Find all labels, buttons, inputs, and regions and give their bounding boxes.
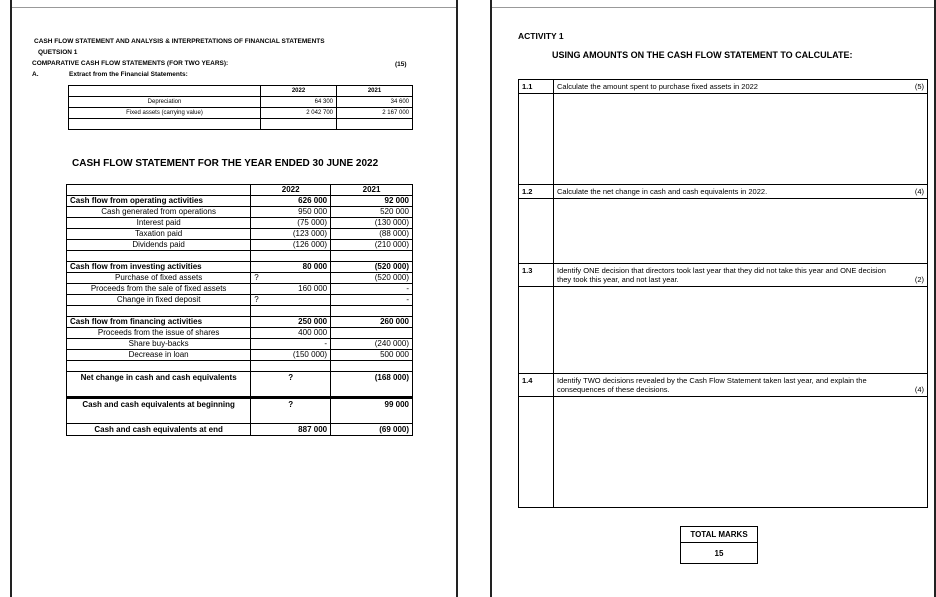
extract-table bbox=[68, 85, 413, 130]
cf-label-cell: Change in fixed deposit bbox=[67, 295, 251, 306]
question-text: Identify ONE decision that directors took last year that they did not take this year and ONE decision they took this year, and not last year. bbox=[554, 264, 898, 287]
extract-label-cell bbox=[69, 119, 261, 130]
cf-value-cell: (69 000) bbox=[331, 424, 413, 436]
cf-value-cell: (130 000) bbox=[331, 218, 413, 229]
cf-row bbox=[67, 328, 413, 339]
cf-value-cell: 160 000 bbox=[251, 284, 331, 295]
cf-row bbox=[67, 350, 413, 361]
section-letter: A. bbox=[32, 71, 39, 78]
activity-subtitle: USING AMOUNTS ON THE CASH FLOW STATEMENT TO CALCULATE: bbox=[552, 50, 853, 60]
cf-row bbox=[67, 207, 413, 218]
cf-row bbox=[67, 306, 413, 317]
cf-value-cell: (168 000) bbox=[331, 372, 413, 398]
extract-value-cell: 64 300 bbox=[261, 97, 337, 108]
cf-row bbox=[67, 284, 413, 295]
cf-row bbox=[67, 295, 413, 306]
answer-space[interactable] bbox=[554, 397, 928, 508]
cf-label-cell: Cash flow from operating activities bbox=[67, 196, 251, 207]
question-marks: (2) bbox=[898, 264, 928, 287]
total-marks-value: 15 bbox=[681, 543, 758, 564]
cf-value-cell: - bbox=[331, 284, 413, 295]
question-marks: (5) bbox=[898, 80, 928, 94]
cf-value-cell: - bbox=[331, 295, 413, 306]
cf-value-cell: 92 000 bbox=[331, 196, 413, 207]
cf-row bbox=[67, 240, 413, 251]
question-label: QUETSION 1 bbox=[38, 49, 78, 56]
cf-header-row bbox=[67, 185, 413, 196]
right-page bbox=[490, 0, 936, 597]
cf-row bbox=[67, 262, 413, 273]
cf-label-cell: Interest paid bbox=[67, 218, 251, 229]
cf-label-cell: Share buy-backs bbox=[67, 339, 251, 350]
cf-label-cell bbox=[67, 361, 251, 372]
extract-value-cell bbox=[261, 119, 337, 130]
cf-row bbox=[67, 424, 413, 436]
cash-flow-title: CASH FLOW STATEMENT FOR THE YEAR ENDED 30 JUNE 2022 bbox=[72, 158, 379, 169]
cf-value-cell: 400 000 bbox=[251, 328, 331, 339]
cf-label-cell: Decrease in loan bbox=[67, 350, 251, 361]
total-marks-label: TOTAL MARKS bbox=[681, 527, 758, 543]
cf-label-cell bbox=[67, 306, 251, 317]
extract-label-cell: Depreciation bbox=[69, 97, 261, 108]
cf-label-cell: Purchase of fixed assets bbox=[67, 273, 251, 284]
cf-row bbox=[67, 251, 413, 262]
cf-value-cell bbox=[251, 306, 331, 317]
cf-year-header: 2021 bbox=[331, 185, 413, 196]
answer-space-row bbox=[519, 397, 928, 508]
cf-value-cell bbox=[331, 328, 413, 339]
cf-value-cell: ? bbox=[251, 398, 331, 424]
cf-label-cell: Dividends paid bbox=[67, 240, 251, 251]
answer-space-row bbox=[519, 287, 928, 374]
cf-value-cell: (520 000) bbox=[331, 273, 413, 284]
left-page bbox=[10, 0, 458, 597]
cf-value-cell bbox=[251, 251, 331, 262]
cf-value-cell: (126 000) bbox=[251, 240, 331, 251]
cf-value-cell: 950 000 bbox=[251, 207, 331, 218]
question-marks: (4) bbox=[898, 374, 928, 397]
answer-space[interactable] bbox=[554, 94, 928, 185]
question-text: Calculate the net change in cash and cash equivalents in 2022. bbox=[554, 185, 898, 199]
cf-value-cell: (88 000) bbox=[331, 229, 413, 240]
cf-value-cell: - bbox=[251, 339, 331, 350]
cf-label-cell: Net change in cash and cash equivalents bbox=[67, 372, 251, 398]
activity-question-row bbox=[519, 374, 928, 397]
cf-value-cell: (150 000) bbox=[251, 350, 331, 361]
cf-row bbox=[67, 361, 413, 372]
document-heading: CASH FLOW STATEMENT AND ANALYSIS & INTERPRETATIONS OF FINANCIAL STATEMENTS bbox=[34, 38, 325, 45]
answer-number-cell bbox=[519, 397, 554, 508]
answer-space[interactable] bbox=[554, 199, 928, 264]
cf-value-cell: 99 000 bbox=[331, 398, 413, 424]
question-number: 1.2 bbox=[519, 185, 554, 199]
cf-value-cell: 80 000 bbox=[251, 262, 331, 273]
activity-table bbox=[518, 79, 928, 508]
cf-label-cell: Cash and cash equivalents at end bbox=[67, 424, 251, 436]
answer-space-row bbox=[519, 94, 928, 185]
extract-value-cell: 34 600 bbox=[337, 97, 413, 108]
cf-label-cell bbox=[67, 251, 251, 262]
cf-row bbox=[67, 317, 413, 328]
cf-value-cell: (210 000) bbox=[331, 240, 413, 251]
page-top-line bbox=[12, 7, 456, 8]
cf-row bbox=[67, 339, 413, 350]
cf-value-cell: 250 000 bbox=[251, 317, 331, 328]
comparative-marks: (15) bbox=[395, 61, 407, 68]
cf-value-cell: 887 000 bbox=[251, 424, 331, 436]
activity-question-row bbox=[519, 264, 928, 287]
extract-row bbox=[69, 97, 413, 108]
question-text: Calculate the amount spent to purchase fixed assets in 2022 bbox=[554, 80, 898, 94]
answer-space[interactable] bbox=[554, 287, 928, 374]
question-text: Identify TWO decisions revealed by the Cash Flow Statement taken last year, and explain the consequences of these decisions. bbox=[554, 374, 898, 397]
cf-label-cell: Cash and cash equivalents at beginning bbox=[67, 398, 251, 424]
extract-row bbox=[69, 119, 413, 130]
comparative-heading: COMPARATIVE CASH FLOW STATEMENTS (FOR TWO YEARS): bbox=[32, 60, 229, 67]
cf-value-cell: 500 000 bbox=[331, 350, 413, 361]
cf-value-cell: ? bbox=[251, 273, 331, 284]
cf-value-cell: 626 000 bbox=[251, 196, 331, 207]
cf-row bbox=[67, 273, 413, 284]
cf-row bbox=[67, 372, 413, 398]
cf-row bbox=[67, 229, 413, 240]
cf-value-cell bbox=[331, 361, 413, 372]
page-top-line bbox=[492, 7, 934, 8]
cf-value-cell: (75 000) bbox=[251, 218, 331, 229]
extract-label-cell bbox=[69, 86, 261, 97]
cash-flow-table bbox=[66, 184, 413, 436]
extract-label-cell: Fixed assets (carrying value) bbox=[69, 108, 261, 119]
cf-label-cell: Taxation paid bbox=[67, 229, 251, 240]
question-number: 1.1 bbox=[519, 80, 554, 94]
cf-value-cell bbox=[331, 251, 413, 262]
extract-value-cell: 2 042 700 bbox=[261, 108, 337, 119]
question-marks: (4) bbox=[898, 185, 928, 199]
cf-label-cell bbox=[67, 185, 251, 196]
cf-row bbox=[67, 398, 413, 424]
cf-label-cell: Cash generated from operations bbox=[67, 207, 251, 218]
answer-number-cell bbox=[519, 199, 554, 264]
cf-value-cell bbox=[251, 361, 331, 372]
cf-row bbox=[67, 218, 413, 229]
cf-label-cell: Proceeds from the issue of shares bbox=[67, 328, 251, 339]
question-number: 1.3 bbox=[519, 264, 554, 287]
extract-value-cell: 2 167 000 bbox=[337, 108, 413, 119]
cf-value-cell: (123 000) bbox=[251, 229, 331, 240]
cf-label-cell: Cash flow from financing activities bbox=[67, 317, 251, 328]
cf-value-cell: (520 000) bbox=[331, 262, 413, 273]
activity-title: ACTIVITY 1 bbox=[518, 31, 564, 41]
answer-number-cell bbox=[519, 94, 554, 185]
cf-value-cell bbox=[331, 306, 413, 317]
cf-value-cell: 520 000 bbox=[331, 207, 413, 218]
cf-value-cell: 260 000 bbox=[331, 317, 413, 328]
cf-label-cell: Cash flow from investing activities bbox=[67, 262, 251, 273]
activity-question-row bbox=[519, 80, 928, 94]
extract-row bbox=[69, 108, 413, 119]
cf-value-cell: ? bbox=[251, 295, 331, 306]
extract-title: Extract from the Financial Statements: bbox=[69, 71, 188, 78]
extract-header-row bbox=[69, 86, 413, 97]
cf-row bbox=[67, 196, 413, 207]
cf-label-cell: Proceeds from the sale of fixed assets bbox=[67, 284, 251, 295]
question-number: 1.4 bbox=[519, 374, 554, 397]
total-marks-box bbox=[680, 526, 758, 564]
answer-number-cell bbox=[519, 287, 554, 374]
extract-value-cell: 2021 bbox=[337, 86, 413, 97]
extract-value-cell: 2022 bbox=[261, 86, 337, 97]
activity-question-row bbox=[519, 185, 928, 199]
cf-year-header: 2022 bbox=[251, 185, 331, 196]
extract-value-cell bbox=[337, 119, 413, 130]
cf-value-cell: ? bbox=[251, 372, 331, 398]
cf-value-cell: (240 000) bbox=[331, 339, 413, 350]
answer-space-row bbox=[519, 199, 928, 264]
